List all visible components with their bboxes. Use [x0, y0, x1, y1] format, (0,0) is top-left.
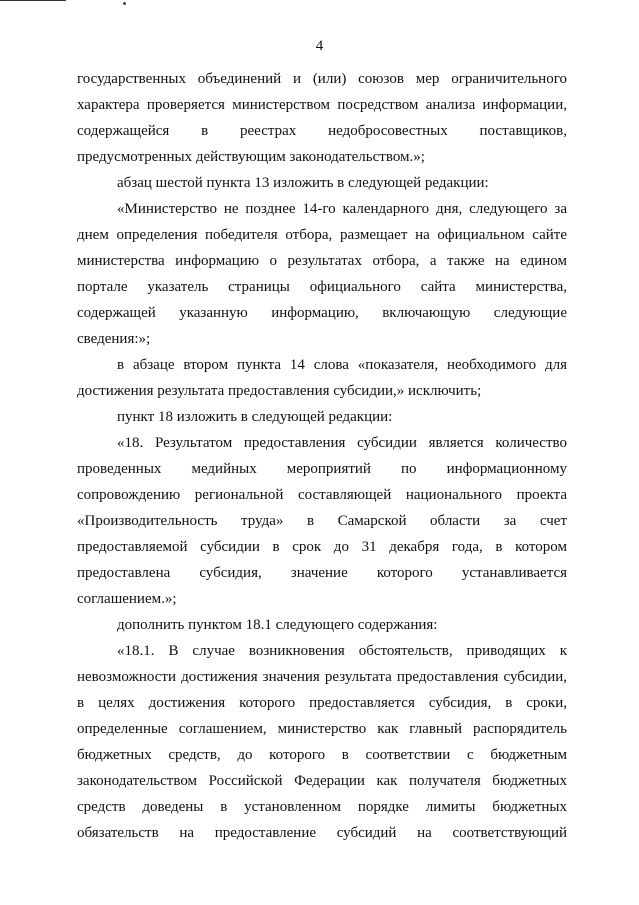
text-line: средств доведены в установленном порядке лимиты бюджетных: [77, 799, 567, 815]
scan-edge-mark: [0, 0, 66, 6]
text-line: определенные соглашением, министерство как главный распорядитель: [77, 721, 567, 737]
text-line: содержащей указанную информацию, включающую следующие: [77, 305, 567, 321]
paragraph: [77, 638, 567, 846]
text-line: министерства информацию о результатах отбора, а также на едином: [77, 253, 567, 269]
text-line: днем определения победителя отбора, размещает на официальном сайте: [77, 227, 567, 243]
text-line: сведения:»;: [77, 331, 151, 347]
text-line: обязательств на предоставление субсидий на соответствующий: [77, 825, 567, 841]
text-line: законодательством Российской Федерации как получателя бюджетных: [77, 773, 567, 789]
text-line: невозможности достижения значения результата предоставления субсидии,: [77, 669, 567, 685]
paragraph: [77, 404, 567, 430]
text-line: портале указатель страницы официального сайта министерства,: [77, 279, 567, 295]
text-line: «Министерство не позднее 14-го календарного дня, следующего за: [117, 201, 567, 217]
text-line: дополнить пунктом 18.1 следующего содержания:: [117, 617, 438, 633]
text-line: пункт 18 изложить в следующей редакции:: [117, 409, 393, 425]
text-line: государственных объединений и (или) союзов мер ограничительного: [77, 71, 567, 87]
text-line: достижения результата предоставления субсидии,» исключить;: [77, 383, 482, 399]
paragraph: [77, 430, 567, 612]
text-line: в абзаце втором пункта 14 слова «показателя, необходимого для: [117, 357, 567, 373]
text-line: сопровождению региональной составляющей национального проекта: [77, 487, 567, 503]
text-line: «Производительность труда» в Самарской области за счет: [77, 513, 567, 529]
text-line: характера проверяется министерством посредством анализа информации,: [77, 97, 567, 113]
text-line: «18.1. В случае возникновения обстоятельств, приводящих к: [117, 643, 567, 659]
page-number: 4: [315, 38, 324, 54]
text-line: соглашением.»;: [77, 591, 177, 607]
text-line: содержащейся в реестрах недобросовестных поставщиков,: [77, 123, 567, 139]
paragraph: [77, 196, 567, 352]
document-body: [77, 66, 567, 846]
text-line: предоставляемой субсидии в срок до 31 декабря года, в котором: [77, 539, 567, 555]
text-line: предусмотренных действующим законодательством.»;: [77, 149, 425, 165]
paragraph: [77, 170, 567, 196]
text-line: «18. Результатом предоставления субсидии является количество: [117, 435, 567, 451]
paragraph: [77, 352, 567, 404]
paragraph: [77, 612, 567, 638]
text-line: в целях достижения которого предоставляется субсидия, в сроки,: [77, 695, 567, 711]
text-line: бюджетных средств, до которого в соответствии с бюджетным: [77, 747, 567, 763]
text-line: проведенных медийных мероприятий по информационному: [77, 461, 567, 477]
text-line: абзац шестой пункта 13 изложить в следующей редакции:: [117, 175, 489, 191]
text-line: предоставлена субсидия, значение которого устанавливается: [77, 565, 567, 581]
paragraph: [77, 66, 567, 170]
scan-speck: [123, 2, 126, 5]
